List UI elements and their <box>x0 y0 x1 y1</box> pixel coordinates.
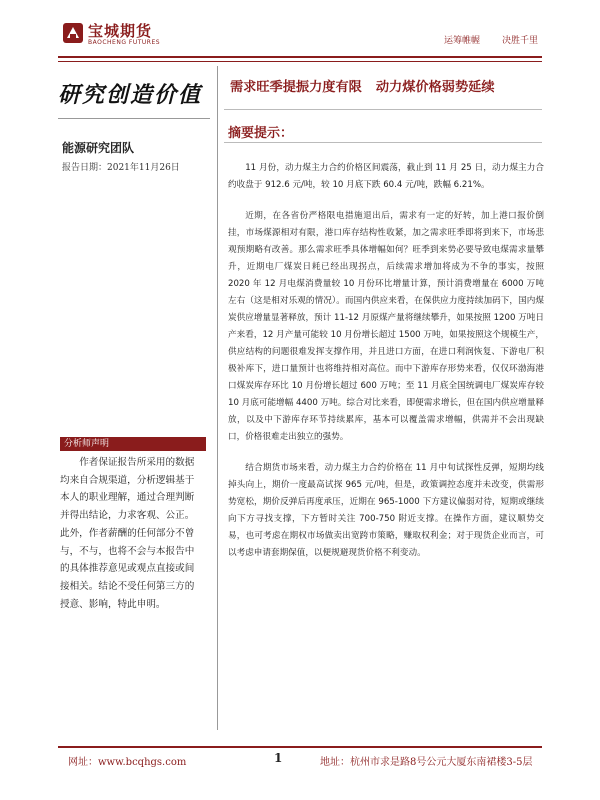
paragraph-3: 结合期货市场来看，动力煤主力合约价格在 11 月中旬试探性反弹，短期均线掉头向上，期价一度最高试探 965 元/吨，但是，政策调控态度并未改变，供需形势宽松，期价反弹后再度承压，近期在 965-1000 下方建议偏弱对待，短期或继续向下方寻找支撑，下方暂时关注 700-750 附近支撑。在操作方面，建议顺势交易，也可考虑在期权市场做卖出宽跨市策略，赚取权利金；对于现货企业而言，可以考虑申请套期保值，以便规避现货价格不利变动。 <box>228 463 544 558</box>
slogan-2: 决胜千里 <box>501 36 538 46</box>
logo-mark-icon <box>62 22 84 44</box>
footer-website[interactable]: 网址：www.bcqhgs.com <box>68 757 187 768</box>
brand-slogan: 研究创造价值 <box>58 82 203 108</box>
header-rule-bottom <box>58 61 542 62</box>
disclaimer-label: 分析师声明 <box>60 437 206 451</box>
page-number: 1 <box>274 751 283 765</box>
research-team: 能源研究团队 <box>62 141 135 155</box>
header-slogans <box>444 33 538 46</box>
report-title-part2: 动力煤价格弱势延续 <box>375 80 495 95</box>
title-rule <box>224 109 542 110</box>
report-title <box>230 76 560 95</box>
left-divider <box>58 118 210 119</box>
logo-text-en: BAOCHENG FUTURES <box>88 39 161 46</box>
summary-rule <box>224 142 542 143</box>
company-logo <box>62 20 192 52</box>
summary-heading: 摘要提示： <box>228 126 294 141</box>
logo-text-cn: 宝城期货 <box>88 22 153 40</box>
report-date: 报告日期：2021年11月26日 <box>62 163 180 173</box>
footer-rule <box>58 746 542 748</box>
column-divider <box>217 66 218 730</box>
report-title-part1: 需求旺季提振力度有限 <box>230 80 362 95</box>
paragraph-1: 11 月份，动力煤主力合约价格区间震荡，截止到 11 月 25 日，动力煤主力合约收盘于 912.6 元/吨，较 10 月底下跌 60.4 元/吨，跌幅 6.21%。 <box>228 163 544 190</box>
header-rule-top <box>58 56 542 58</box>
disclaimer-text: 作者保证报告所采用的数据均来自合规渠道，分析逻辑基于本人的职业理解，通过合理判断并得出结论，力求客观、公正。此外，作者薪酬的任何部分不曾与，不与，也将不会与本报告中的具体推荐意见或观点直接或间接相关。结论不受任何第三方的授意、影响，特此申明。 <box>60 457 195 610</box>
footer-address: 地址：杭州市求是路8号公元大厦东南裙楼3-5层 <box>320 757 533 768</box>
paragraph-2: 近期，在各省份严格限电措施退出后，需求有一定的好转，加上港口报价倒挂，市场煤源相对有限，港口库存结构性收紧，加之需求旺季即将到来下，市场悲观预期略有改善。那么需求旺季具体增幅如何？旺季到来势必要导致电煤需求量攀升，近期电厂煤炭日耗已经出现拐点，后续需求增加将成为不争的事实，按照 2020 年 12 月电煤消费量较 10 月份环比增量计算，预计消费增量在 6000 万吨左右（这是相对乐观的情况）。而国内供应来看，在保供应力度持续加码下，国内煤炭供应增量显著释放，预计 11-12 月原煤产量将继续攀升，如果按照 1200 万吨日产来看，12 月产量可能较 10 月份增长超过 1500 万吨，如果按照这个规模生产，供应结构的问题很难发挥支撑作用，并且进口方面，在进口利润恢复、下游电厂积极补库下，进口量预计也将维持相对高位。而中下游库存形势来看，仅仅环渤海港口煤炭库存环比 10 月份增长超过 600 万吨；至 11 月底全国统调电厂煤炭库存较 10 月底可能增幅 4400 万吨。综合对比来看，即便需求增长，但在国内供应增量释放，以及中下游库存环节持续累库，基本可以覆盖需求增幅，供需并不会出现缺口，价格很难走出独立的强势。 <box>228 211 545 442</box>
summary-body <box>228 160 544 576</box>
slogan-1: 运筹帷幄 <box>443 36 480 46</box>
